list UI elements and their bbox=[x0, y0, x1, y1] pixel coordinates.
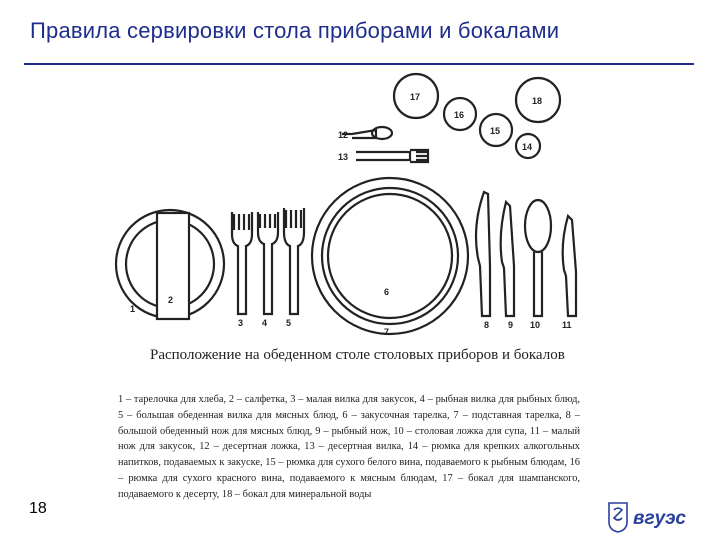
diagram-caption: Расположение на обеденном столе столовых приборов и бокалов bbox=[150, 347, 565, 363]
page-title: Правила сервировки стола приборами и бокалами bbox=[30, 18, 560, 43]
appetizer-plate-outer bbox=[322, 188, 458, 324]
dessert-fork-icon bbox=[356, 150, 428, 162]
fish-fork-icon bbox=[258, 212, 278, 314]
soup-spoon-icon bbox=[525, 200, 551, 316]
label-1: 1 bbox=[130, 304, 136, 314]
university-logo bbox=[606, 500, 694, 534]
label-3: 3 bbox=[238, 318, 244, 328]
label-2: 2 bbox=[168, 295, 174, 305]
label-8: 8 bbox=[484, 320, 490, 330]
label-14: 14 bbox=[522, 142, 533, 152]
appetizer-plate-inner bbox=[328, 194, 452, 318]
label-4: 4 bbox=[262, 318, 268, 328]
label-9: 9 bbox=[508, 320, 514, 330]
label-11: 11 bbox=[562, 320, 572, 330]
university-emblem-icon bbox=[609, 503, 627, 532]
label-6: 6 bbox=[384, 287, 390, 297]
label-13: 13 bbox=[338, 152, 349, 162]
fish-knife-icon bbox=[501, 202, 514, 316]
label-12: 12 bbox=[338, 130, 349, 140]
label-17: 17 bbox=[410, 92, 421, 102]
title-divider bbox=[24, 63, 694, 65]
large-fork-icon bbox=[284, 208, 304, 314]
logo-text: вгуэс bbox=[633, 508, 686, 529]
dessert-spoon-icon bbox=[342, 127, 392, 139]
small-knife-icon bbox=[563, 216, 576, 316]
label-15: 15 bbox=[490, 126, 501, 136]
label-7: 7 bbox=[384, 327, 390, 337]
large-knife-icon bbox=[476, 192, 490, 316]
diagram-legend: 1 – тарелочка для хлеба, 2 – салфетка, 3 – малая вилка для закусок, 4 – рыбная вилка для рыбных блюд, 5 – большая обеденная вилка для мясных блюд, 6 – закусочная тарелка, 7 – подставная тарелка, 8 – большой обеденный нож для мясных блюд, 9 – рыбный нож, 10 – столовая ложка для супа, 11 – малый нож для закусок, 12 – десертная ложка, 13 – десертная вилка, 14 – рюмка для крепких алкогольных напитков, подаваемых к закуске, 15 – рюмка для сухого белого вина, подаваемого к рыбным блюдам, 16 – рюмка для сухого красного вина, подаваемого к мясным блюдам, 17 – бокал для шампанского, подаваемого к десерту, 18 – бокал для минеральной воды bbox=[118, 394, 580, 500]
label-5: 5 bbox=[286, 318, 292, 328]
charger-plate bbox=[312, 178, 468, 334]
label-18: 18 bbox=[532, 96, 543, 106]
label-10: 10 bbox=[530, 320, 541, 330]
table-setting-diagram bbox=[110, 66, 590, 346]
small-fork-icon bbox=[232, 212, 252, 314]
label-16: 16 bbox=[454, 110, 465, 120]
page-number: 18 bbox=[29, 500, 47, 517]
